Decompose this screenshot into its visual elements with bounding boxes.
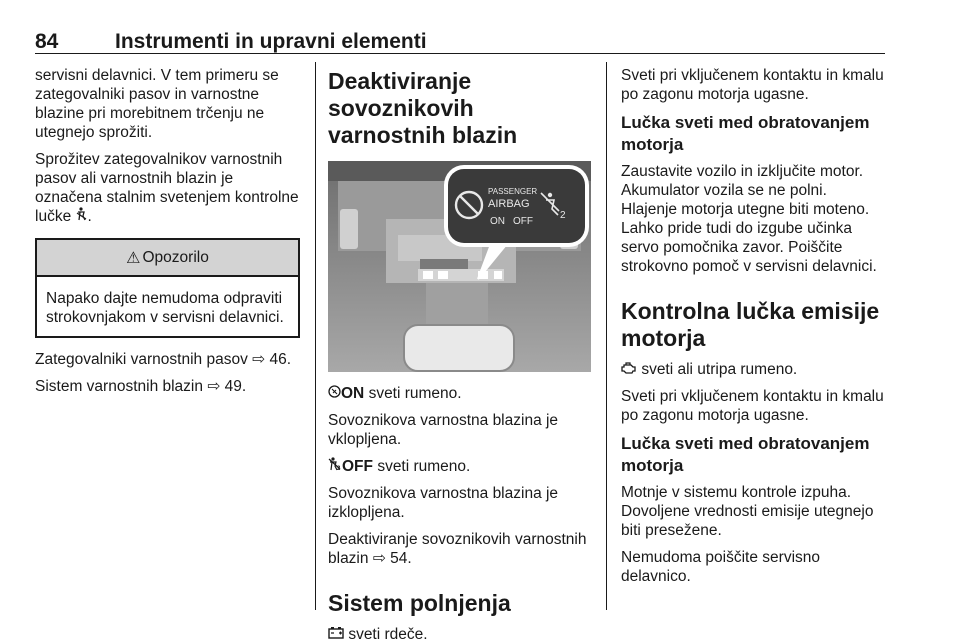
column-1 [35,66,300,404]
indicator-line: 2 OFF sveti rumeno. [328,457,594,476]
paragraph: Motnje v sistemu kontrole izpuha. Dovoljene vrednosti emisije utegnejo biti presežene. [621,484,874,539]
cross-reference: Deaktiviranje sovoznikovih varnostnih blazin ⇨ 54. [328,531,587,567]
airbag-indicator-photo [328,161,591,372]
battery-icon [328,625,344,642]
paragraph: servisni delavnici. V tem primeru se zategovalniki pasov in varnostne blazine pri morebitnem trčenju ne utegnejo sprožiti. [35,67,279,141]
indicator-line: sveti ali utripa rumeno. [621,360,887,379]
paragraph: Sprožitev zategovalnikov varnostnih pasov ali varnostnih blazin je označena stalnim svetenjem kontrolne lučke . [35,151,299,225]
arrow-reference-icon: ⇨ [372,550,386,567]
paragraph: Zaustavite vozilo in izključite motor. Akumulator vozila se ne polni. Hlajenje motorja utegne biti moteno. Lahko pride tudi do izgube učinka servo pomočnika zavor. Poiščite strokovno pomoč v servisni delavnici. [621,163,877,275]
warning-header [37,240,298,277]
column-divider-2 [606,62,607,610]
paragraph: Sovoznikova varnostna blazina je vklopljena. [328,412,559,448]
arrow-reference-icon: ⇨ [252,351,266,368]
warning-body: Napako dajte nemudoma odpraviti strokovnjakom v servisni delavnici. [46,290,284,326]
airbag-on-icon [328,384,341,403]
column-2 [328,66,594,642]
photo-label-on: ON [490,216,505,227]
engine-emission-icon [621,360,637,379]
paragraph: Sveti pri vključenem kontaktu in kmalu po zagonu motorja ugasne. [621,67,884,103]
svg-text:2: 2 [337,466,341,471]
arrow-reference-icon: ⇨ [207,378,221,395]
paragraph: Sveti pri vključenem kontaktu in kmalu po zagonu motorja ugasne. [621,388,884,424]
subsection-heading: Lučka sveti med obratovanjem motorja [621,113,870,154]
photo-label-passenger: PASSENGER [488,187,538,196]
paragraph: Nemudoma poiščite servisno delavnico. [621,549,821,585]
cross-reference: Zategovalniki varnostnih pasov ⇨ 46. [35,351,292,368]
indicator-line: sveti rdeče. [328,625,594,642]
column-divider-1 [315,62,316,610]
airbag-off-icon [328,457,342,476]
photo-label-off: OFF [513,216,533,227]
indicator-line: ON sveti rumeno. [328,384,594,403]
warning-title: Opozorilo [142,248,209,266]
photo-label-suffix: 2 [560,210,566,221]
page-number: 84 [35,30,59,53]
page-header [35,30,885,52]
warning-icon: ⚠ [126,249,141,267]
section-heading: Sistem polnjenja [328,590,511,616]
section-heading: Kontrolna lučka emisije motorja [621,298,880,351]
paragraph: Sovoznikova varnostna blazina je izklopljena. [328,485,559,521]
cross-reference: Sistem varnostnih blazin ⇨ 49. [35,378,247,395]
subsection-heading: Lučka sveti med obratovanjem motorja [621,434,870,475]
page-title: Instrumenti in upravni elementi [115,30,427,53]
column-3 [621,66,887,594]
header-divider [35,53,885,54]
photo-label-airbag: AIRBAG [488,198,530,210]
warning-box [35,238,300,338]
seatbelt-pretensioner-icon [76,207,88,226]
section-heading: Deaktiviranje sovoznikovih varnostnih blazin [328,68,518,148]
